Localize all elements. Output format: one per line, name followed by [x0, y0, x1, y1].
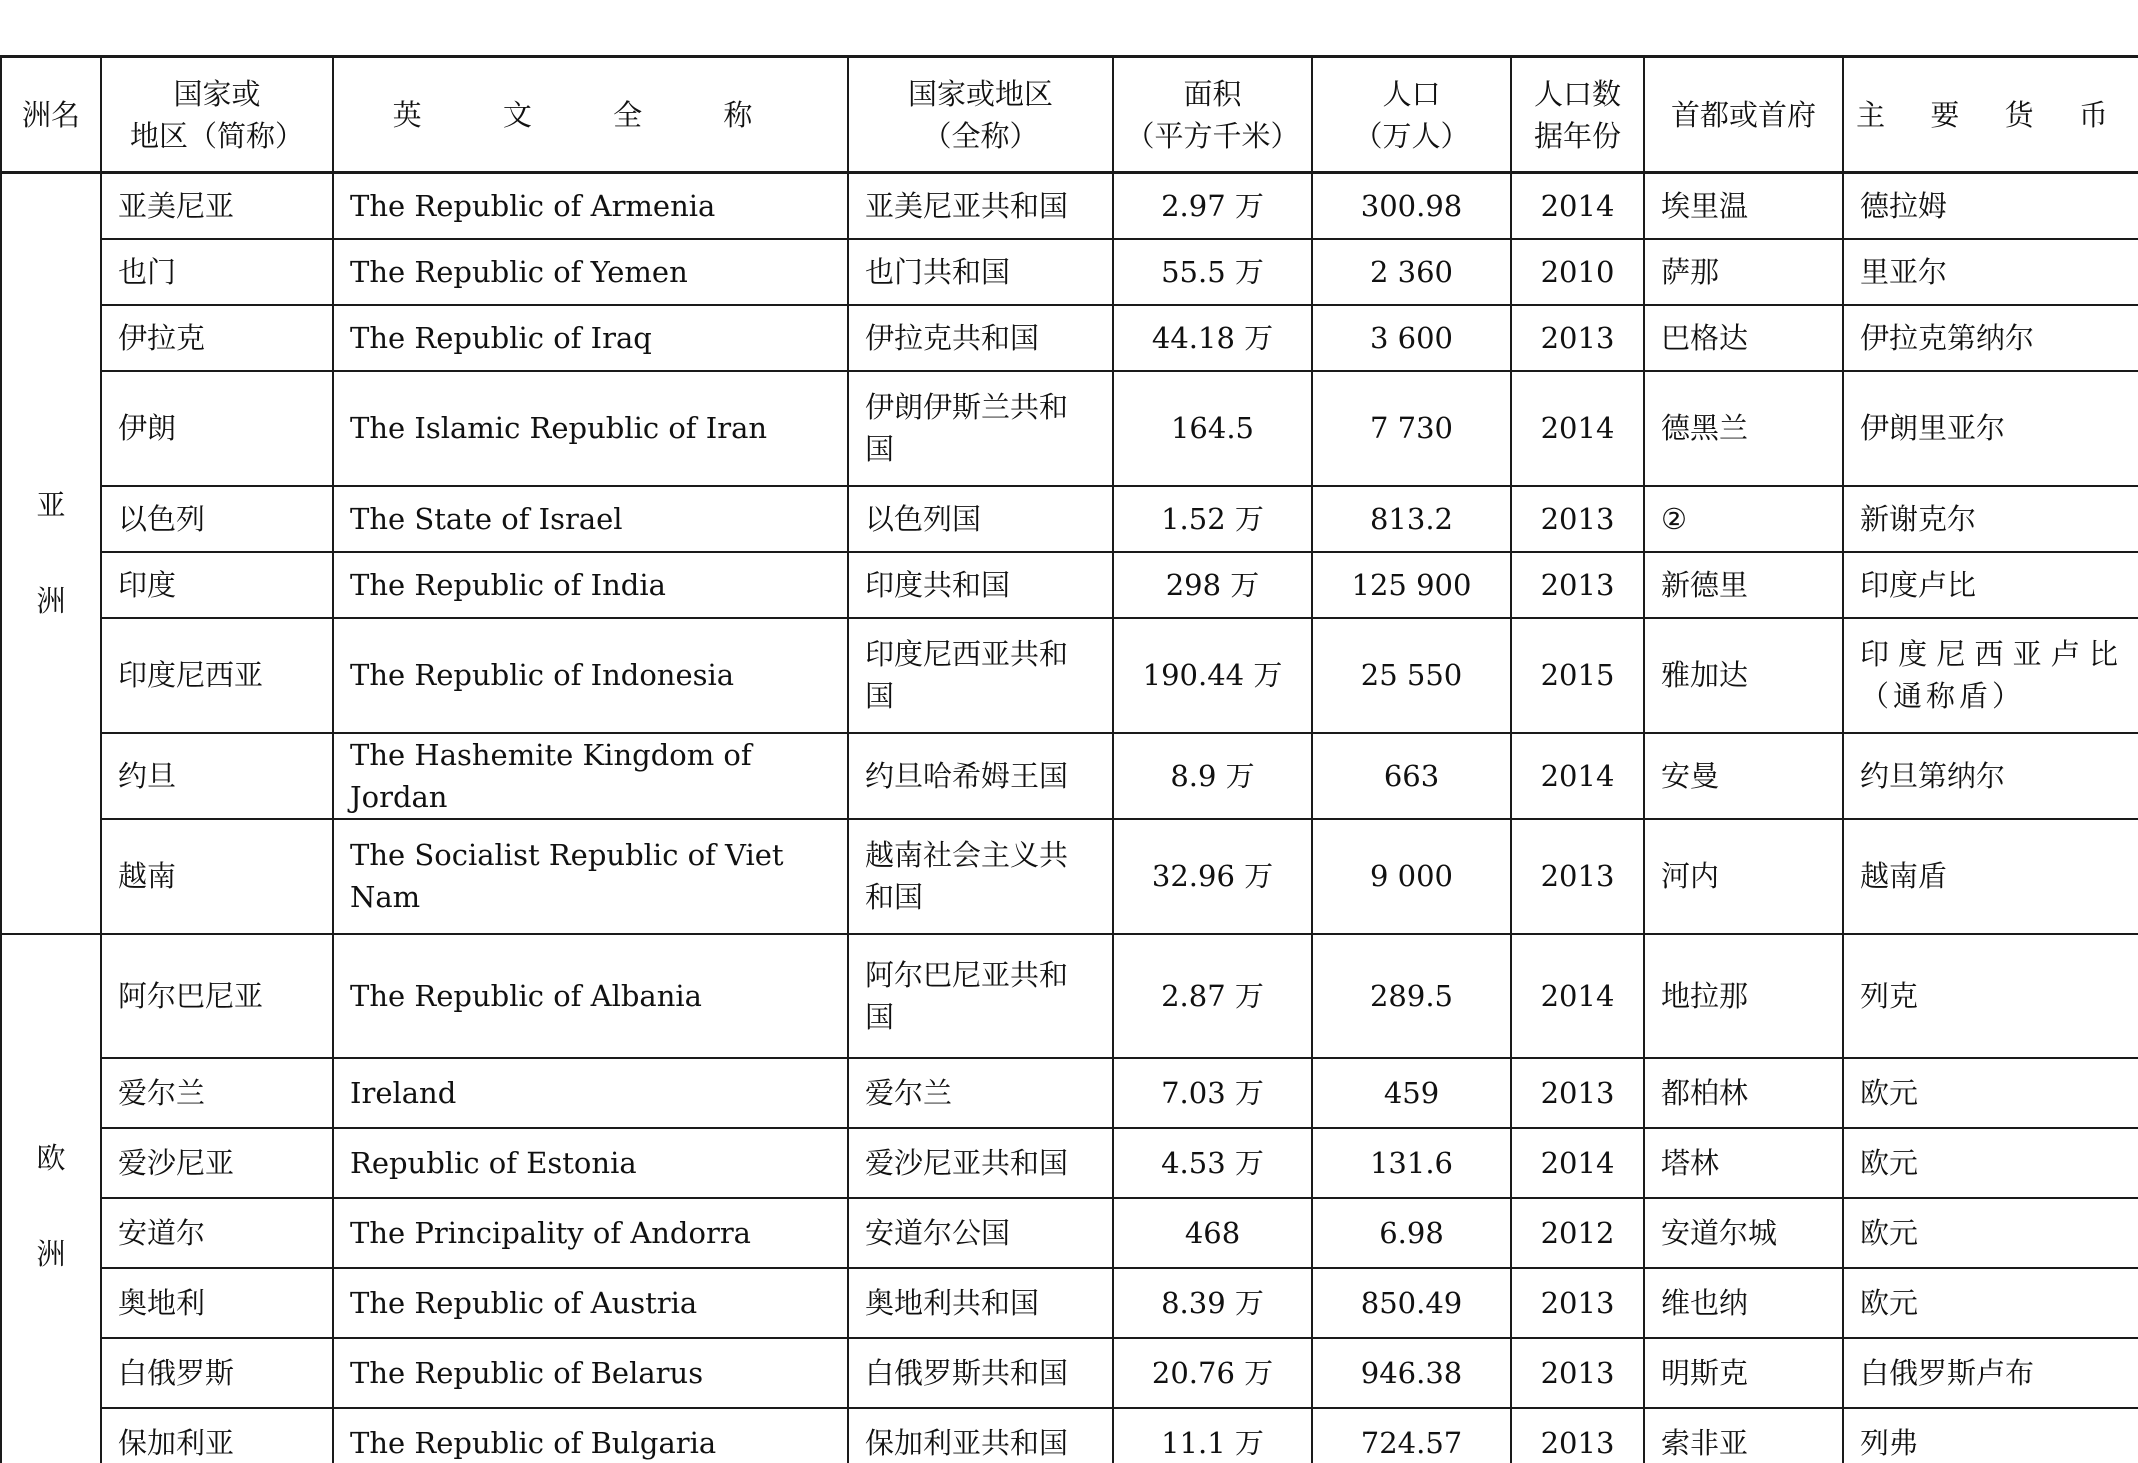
country-name: 印度尼西亚 [101, 618, 333, 733]
year: 2014 [1511, 733, 1644, 819]
year: 2014 [1511, 1128, 1644, 1198]
full-name: 亚美尼亚共和国 [848, 173, 1113, 239]
capital: 雅加达 [1644, 618, 1843, 733]
area: 8.9 万 [1113, 733, 1312, 819]
capital: 河内 [1644, 819, 1843, 934]
population: 813.2 [1312, 486, 1511, 552]
year: 2013 [1511, 486, 1644, 552]
population: 6.98 [1312, 1198, 1511, 1268]
area: 32.96 万 [1113, 819, 1312, 934]
capital: 明斯克 [1644, 1338, 1843, 1408]
full-name: 越南社会主义共和国 [848, 819, 1113, 934]
country-name: 亚美尼亚 [101, 173, 333, 239]
table-row [1, 618, 2138, 733]
area: 20.76 万 [1113, 1338, 1312, 1408]
full-name: 爱沙尼亚共和国 [848, 1128, 1113, 1198]
currency: 欧元 [1843, 1198, 2138, 1268]
area: 55.5 万 [1113, 239, 1312, 305]
year: 2013 [1511, 552, 1644, 618]
area: 2.97 万 [1113, 173, 1312, 239]
capital: 地拉那 [1644, 934, 1843, 1058]
year: 2013 [1511, 819, 1644, 934]
area: 1.52 万 [1113, 486, 1312, 552]
currency: 列克 [1843, 934, 2138, 1058]
header-population: 人口 （万人） [1312, 57, 1511, 173]
full-name: 也门共和国 [848, 239, 1113, 305]
currency: 白俄罗斯卢布 [1843, 1338, 2138, 1408]
full-name: 印度共和国 [848, 552, 1113, 618]
capital: 安曼 [1644, 733, 1843, 819]
english-name: The Republic of Bulgaria [333, 1408, 848, 1463]
population: 131.6 [1312, 1128, 1511, 1198]
header-area: 面积 （平方千米） [1113, 57, 1312, 173]
capital: 塔林 [1644, 1128, 1843, 1198]
full-name: 保加利亚共和国 [848, 1408, 1113, 1463]
full-name: 奥地利共和国 [848, 1268, 1113, 1338]
full-name: 安道尔公国 [848, 1198, 1113, 1268]
english-name: The Republic of Yemen [333, 239, 848, 305]
capital: 新德里 [1644, 552, 1843, 618]
table-row [1, 486, 2138, 552]
area: 44.18 万 [1113, 305, 1312, 371]
english-name: The Republic of Albania [333, 934, 848, 1058]
table-row [1, 934, 2138, 1058]
currency: 列弗 [1843, 1408, 2138, 1463]
country-name: 伊拉克 [101, 305, 333, 371]
year: 2013 [1511, 1338, 1644, 1408]
table-row [1, 1408, 2138, 1463]
currency: 欧元 [1843, 1268, 2138, 1338]
full-name: 白俄罗斯共和国 [848, 1338, 1113, 1408]
full-name: 伊朗伊斯兰共和国 [848, 371, 1113, 486]
population: 3 600 [1312, 305, 1511, 371]
full-name: 阿尔巴尼亚共和国 [848, 934, 1113, 1058]
currency: 印度卢比 [1843, 552, 2138, 618]
area: 7.03 万 [1113, 1058, 1312, 1128]
country-name: 约旦 [101, 733, 333, 819]
currency: 印度尼西亚卢比（通称盾） [1843, 618, 2138, 733]
english-name: The Islamic Republic of Iran [333, 371, 848, 486]
population: 9 000 [1312, 819, 1511, 934]
english-name: Republic of Estonia [333, 1128, 848, 1198]
country-name: 伊朗 [101, 371, 333, 486]
full-name: 伊拉克共和国 [848, 305, 1113, 371]
header-full-name: 国家或地区 （全称） [848, 57, 1113, 173]
population: 125 900 [1312, 552, 1511, 618]
capital: 埃里温 [1644, 173, 1843, 239]
area: 298 万 [1113, 552, 1312, 618]
header-capital: 首都或首府 [1644, 57, 1843, 173]
year: 2013 [1511, 1058, 1644, 1128]
population: 7 730 [1312, 371, 1511, 486]
area: 164.5 [1113, 371, 1312, 486]
year: 2013 [1511, 305, 1644, 371]
population: 289.5 [1312, 934, 1511, 1058]
header-currency: 主 要 货 币 [1843, 57, 2138, 173]
english-name: The Republic of Armenia [333, 173, 848, 239]
year: 2014 [1511, 371, 1644, 486]
table-row [1, 1128, 2138, 1198]
english-name: Ireland [333, 1058, 848, 1128]
currency: 越南盾 [1843, 819, 2138, 934]
table-row [1, 819, 2138, 934]
full-name: 以色列国 [848, 486, 1113, 552]
population: 25 550 [1312, 618, 1511, 733]
currency: 约旦第纳尔 [1843, 733, 2138, 819]
year: 2013 [1511, 1268, 1644, 1338]
table-row [1, 305, 2138, 371]
english-name: The Socialist Republic of Viet Nam [333, 819, 848, 934]
population: 2 360 [1312, 239, 1511, 305]
table-row [1, 371, 2138, 486]
area: 190.44 万 [1113, 618, 1312, 733]
country-name: 以色列 [101, 486, 333, 552]
english-name: The Republic of Austria [333, 1268, 848, 1338]
country-name: 安道尔 [101, 1198, 333, 1268]
area: 468 [1113, 1198, 1312, 1268]
country-name: 阿尔巴尼亚 [101, 934, 333, 1058]
year: 2013 [1511, 1408, 1644, 1463]
year: 2014 [1511, 934, 1644, 1058]
full-name: 约旦哈希姆王国 [848, 733, 1113, 819]
header-short-name: 国家或 地区（简称） [101, 57, 333, 173]
english-name: The State of Israel [333, 486, 848, 552]
english-name: The Hashemite Kingdom of Jordan [333, 733, 848, 819]
area: 8.39 万 [1113, 1268, 1312, 1338]
area: 11.1 万 [1113, 1408, 1312, 1463]
capital: ② [1644, 486, 1843, 552]
country-name: 印度 [101, 552, 333, 618]
area: 2.87 万 [1113, 934, 1312, 1058]
full-name: 印度尼西亚共和国 [848, 618, 1113, 733]
full-name: 爱尔兰 [848, 1058, 1113, 1128]
english-name: The Republic of India [333, 552, 848, 618]
country-name: 奥地利 [101, 1268, 333, 1338]
capital: 巴格达 [1644, 305, 1843, 371]
capital: 索非亚 [1644, 1408, 1843, 1463]
country-name: 爱尔兰 [101, 1058, 333, 1128]
country-table [0, 55, 2138, 1463]
population: 300.98 [1312, 173, 1511, 239]
country-name: 保加利亚 [101, 1408, 333, 1463]
currency: 欧元 [1843, 1058, 2138, 1128]
population: 724.57 [1312, 1408, 1511, 1463]
country-name: 也门 [101, 239, 333, 305]
country-name: 爱沙尼亚 [101, 1128, 333, 1198]
english-name: The Republic of Belarus [333, 1338, 848, 1408]
currency: 德拉姆 [1843, 173, 2138, 239]
currency: 欧元 [1843, 1128, 2138, 1198]
year: 2014 [1511, 173, 1644, 239]
year: 2015 [1511, 618, 1644, 733]
table-row [1, 173, 2138, 239]
country-name: 越南 [101, 819, 333, 934]
table-row [1, 1268, 2138, 1338]
continent-europe: 欧 洲 [1, 934, 101, 1463]
english-name: The Republic of Indonesia [333, 618, 848, 733]
population: 663 [1312, 733, 1511, 819]
english-name: The Principality of Andorra [333, 1198, 848, 1268]
header-row [1, 57, 2138, 173]
year: 2012 [1511, 1198, 1644, 1268]
table-row [1, 1198, 2138, 1268]
area: 4.53 万 [1113, 1128, 1312, 1198]
capital: 维也纳 [1644, 1268, 1843, 1338]
population: 946.38 [1312, 1338, 1511, 1408]
table-row [1, 733, 2138, 819]
capital: 都柏林 [1644, 1058, 1843, 1128]
country-name: 白俄罗斯 [101, 1338, 333, 1408]
currency: 伊拉克第纳尔 [1843, 305, 2138, 371]
continent-asia: 亚 洲 [1, 173, 101, 934]
currency: 里亚尔 [1843, 239, 2138, 305]
table-row [1, 552, 2138, 618]
capital: 萨那 [1644, 239, 1843, 305]
english-name: The Republic of Iraq [333, 305, 848, 371]
currency: 伊朗里亚尔 [1843, 371, 2138, 486]
population: 459 [1312, 1058, 1511, 1128]
header-continent: 洲名 [1, 57, 101, 173]
capital: 德黑兰 [1644, 371, 1843, 486]
currency: 新谢克尔 [1843, 486, 2138, 552]
table-row [1, 1338, 2138, 1408]
population: 850.49 [1312, 1268, 1511, 1338]
year: 2010 [1511, 239, 1644, 305]
table-row [1, 1058, 2138, 1128]
header-year: 人口数 据年份 [1511, 57, 1644, 173]
header-english-name: 英 文 全 称 [333, 57, 848, 173]
table-row [1, 239, 2138, 305]
capital: 安道尔城 [1644, 1198, 1843, 1268]
